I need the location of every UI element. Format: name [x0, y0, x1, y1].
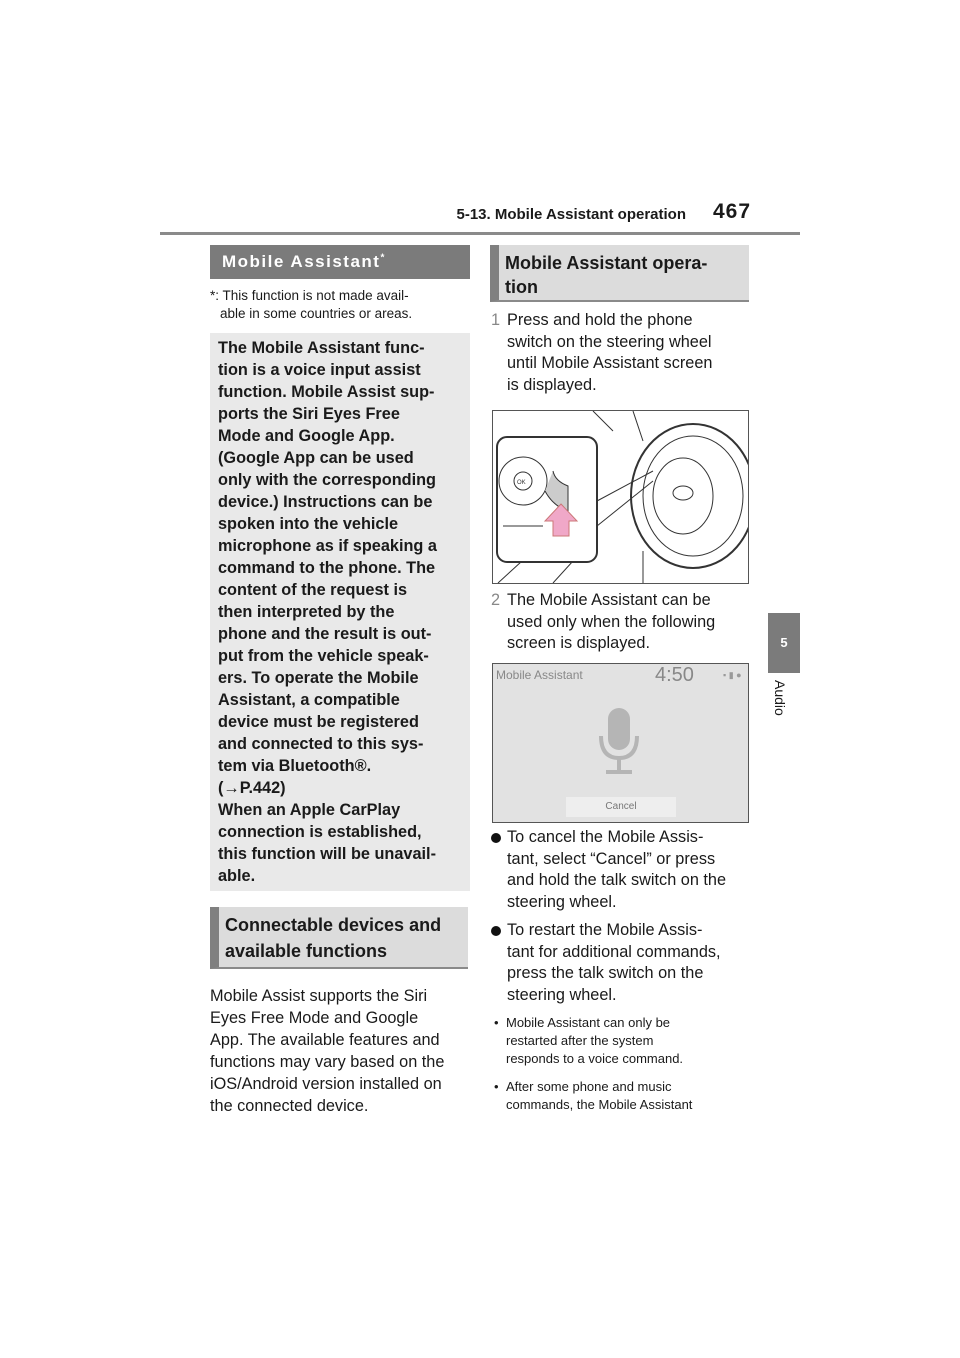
footnote-mark: *: [380, 252, 386, 264]
bullet-icon: [491, 926, 501, 936]
page-number: 467: [713, 200, 752, 223]
status-icons: ▪ ▮ ●: [723, 670, 742, 680]
bullet-icon: [491, 833, 501, 843]
microphone-icon: [596, 708, 642, 776]
bullet-cancel: [507, 827, 757, 913]
bullet-restart: [507, 920, 757, 1006]
footnote: *: This function is not made avail- able in some countries or areas.: [210, 288, 413, 321]
body-paragraph: Mobile Assist supports the Siri Eyes Free Mode and Google App. The available features and functions may vary based on the iOS/Android version installed on the connected device.: [210, 987, 445, 1115]
cancel-button[interactable]: Cancel: [566, 797, 676, 817]
note-text: Mobile Assistant can only be restarted after the system responds to a voice command.: [506, 1015, 684, 1066]
chapter-tab[interactable]: 5: [768, 613, 800, 673]
bullet-text: To cancel the Mobile Assis- tant, select “Cancel” or press and hold the talk switch on the steering wheel.: [507, 828, 727, 911]
step-text: Press and hold the phone switch on the steering wheel until Mobile Assistant screen is displayed.: [507, 311, 713, 394]
step-1: [491, 310, 757, 396]
step-text: The Mobile Assistant can be used only when the following screen is displayed.: [507, 591, 716, 652]
screen-clock: 4:50: [655, 664, 694, 686]
mobile-assistant-screen: [492, 663, 749, 823]
heading-operation: Mobile Assistant opera- tion: [490, 245, 749, 302]
bullet-text: To restart the Mobile Assis- tant for additional commands, press the talk switch on the steering wheel.: [507, 921, 721, 1004]
step-number: 2: [491, 591, 501, 609]
steering-wheel-illustration: [492, 410, 749, 584]
chapter-label: Audio: [772, 680, 788, 716]
note-text: After some phone and music commands, the Mobile Assistant: [506, 1079, 693, 1112]
step-number: 1: [491, 311, 501, 329]
screen-title: Mobile Assistant: [496, 668, 583, 682]
heading-connectable-devices: Connectable devices and available functions: [210, 907, 468, 969]
section-title: 5-13. Mobile Assistant operation: [456, 206, 686, 223]
step-2: [491, 590, 757, 655]
heading-mobile-assistant: [210, 245, 470, 279]
heading-text: Mobile Assistant: [222, 252, 381, 271]
note-1: • Mobile Assistant can only be restarted after the system responds to a voice command.: [494, 1015, 684, 1066]
info-box: The Mobile Assistant func- tion is a voice input assist function. Mobile Assist sup- ports the Siri Eyes Free Mode and Google App. (Google App can be used only with the corresponding device.) Instructions can be spoken into the vehicle microphone as if speaking a command to the phone. The content of the request is then interpreted by the phone and the result is out- put from the vehicle speak- ers. To operate the Mobile Assistant, a compatible device must be registered and connected to this sys- tem via Bluetooth®. (→P.442) When an Apple CarPlay connection is established, this function will be unavail- able.: [210, 333, 470, 891]
svg-text:OK: OK: [517, 480, 526, 486]
header-rule: [160, 232, 800, 235]
note-2: • After some phone and music commands, the Mobile Assistant: [494, 1079, 693, 1112]
